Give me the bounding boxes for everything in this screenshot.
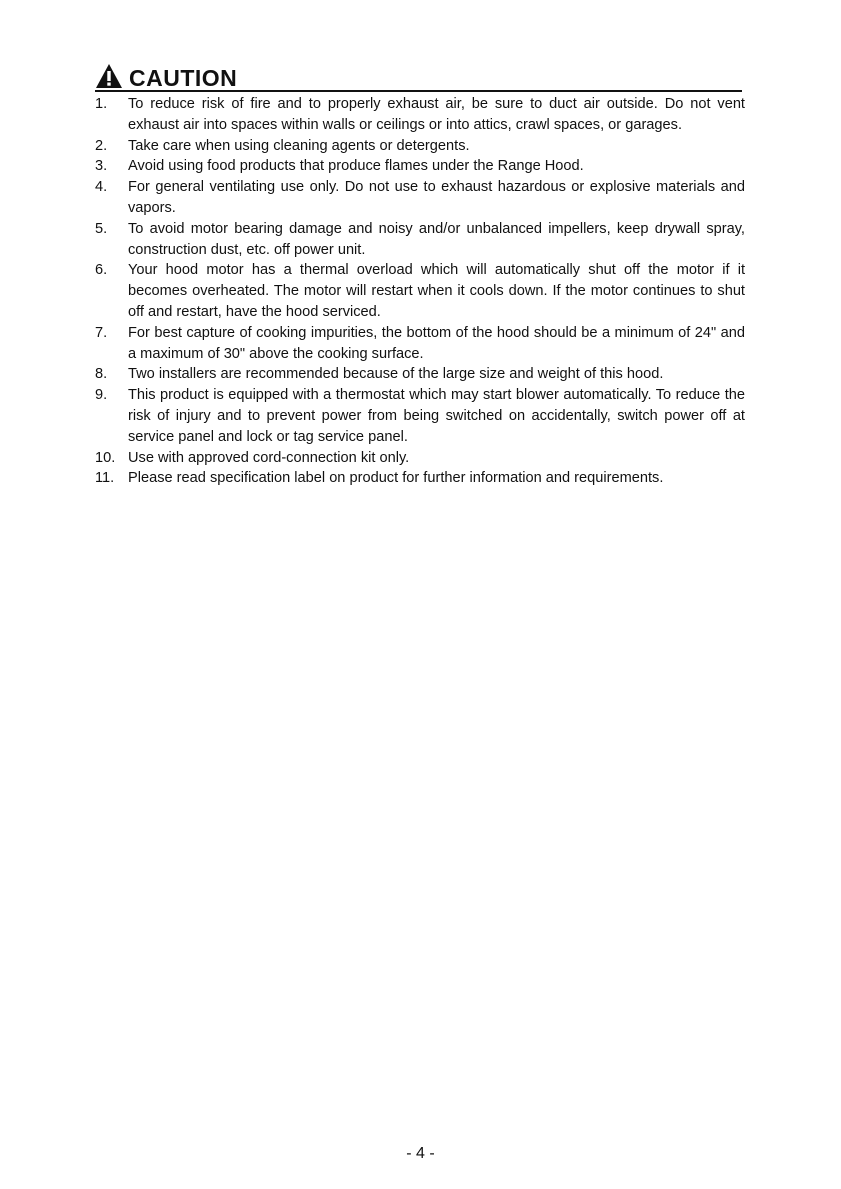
list-item xyxy=(95,364,745,385)
item-text: To avoid motor bearing damage and noisy and/or unbalanced impellers, keep drywall spray, construction dust, etc. off power unit. xyxy=(128,220,745,258)
item-text: Please read specification label on product for further information and requirements. xyxy=(128,470,664,487)
item-text: Your hood motor has a thermal overload which will automatically shut off the motor if it becomes overheated. The motor will restart when it cools down. If the motor continues to shut off and restart, have the hood serviced. xyxy=(128,262,745,320)
item-number: 1. xyxy=(95,96,108,112)
list-item xyxy=(95,323,745,365)
item-number: 5. xyxy=(95,220,108,237)
item-text: Two installers are recommended because of the large size and weight of this hood. xyxy=(128,366,664,383)
item-number: 10. xyxy=(95,449,116,466)
item-text: To reduce risk of fire and to properly exhaust air, be sure to duct air outside. Do not vent exhaust air into spaces within walls or ceilings or into attics, crawl spaces, or garages. xyxy=(128,96,745,133)
item-text: Take care when using cleaning agents or detergents. xyxy=(128,137,470,154)
list-item xyxy=(95,260,745,322)
page-number: - 4 - xyxy=(406,1145,435,1162)
item-number: 6. xyxy=(95,262,108,279)
item-number: 2. xyxy=(95,137,108,154)
list-item xyxy=(95,136,745,157)
list-item xyxy=(95,448,745,469)
item-text: This product is equipped with a thermostat which may start blower automatically. To reduce the risk of injury and to prevent power from being switched on accidentally, switch power off at service panel and lock or tag service panel. xyxy=(128,387,745,445)
item-text: Use with approved cord-connection kit only. xyxy=(128,449,410,466)
item-text: For general ventilating use only. Do not use to exhaust hazardous or explosive materials and vapors. xyxy=(128,179,745,216)
item-number: 4. xyxy=(95,179,108,196)
item-number: 3. xyxy=(95,158,108,175)
item-number: 7. xyxy=(95,324,108,341)
item-number: 8. xyxy=(95,366,108,383)
list-item xyxy=(95,177,745,219)
item-number: 11. xyxy=(95,470,115,487)
list-item xyxy=(95,468,745,489)
item-text: Avoid using food products that produce flames under the Range Hood. xyxy=(128,158,584,175)
warning-triangle-icon xyxy=(95,63,123,89)
item-text: For best capture of cooking impurities, the bottom of the hood should be a minimum of 24" and a maximum of 30" above the cooking surface. xyxy=(128,324,745,362)
list-item xyxy=(95,219,745,261)
item-number: 9. xyxy=(95,387,108,404)
list-item xyxy=(95,385,745,447)
caution-list xyxy=(95,94,745,489)
list-item xyxy=(95,156,745,177)
list-item xyxy=(95,94,745,136)
caution-header xyxy=(95,60,742,92)
caution-title: CAUTION xyxy=(129,65,238,91)
